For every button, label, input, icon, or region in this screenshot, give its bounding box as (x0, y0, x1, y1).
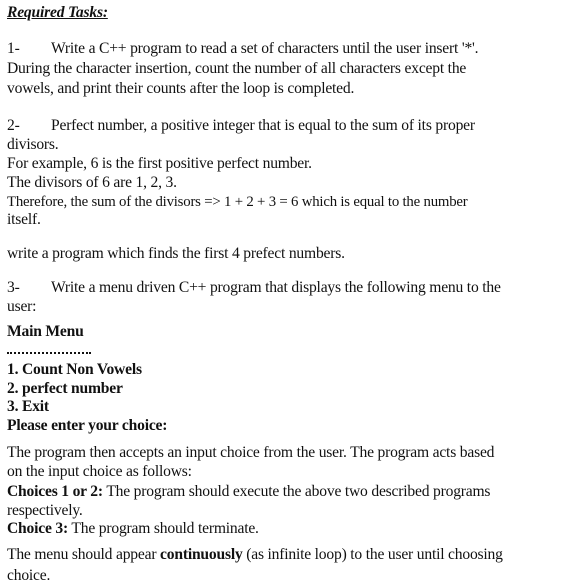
task2-line4: The divisors of 6 are 1, 2, 3. (7, 174, 177, 191)
task2-text1: Perfect number, a positive integer that is equal to the sum of its proper (51, 117, 475, 134)
description-line1: The program then accepts an input choice from the user. The program acts based (7, 444, 495, 461)
final-text-b: (as infinite loop) to the user until choosing (242, 546, 503, 563)
final-line-continued: choice. (7, 567, 51, 584)
task2-line6: itself. (7, 211, 41, 228)
task3-number: 3- (7, 279, 20, 296)
required-tasks-heading: Required Tasks: (7, 4, 108, 21)
task1-number: 1- (7, 40, 20, 57)
task2-line1 (7, 117, 475, 135)
task1-line3: vowels, and print their counts after the loop is completed. (7, 80, 355, 97)
task1-text1: Write a C++ program to read a set of characters until the user insert '*'. (51, 40, 479, 57)
final-continuously: continuously (160, 546, 243, 563)
menu-item-1: 1. Count Non Vowels (7, 361, 142, 378)
task3-line2: user: (7, 298, 37, 315)
menu-item-2: 2. perfect number (7, 380, 123, 397)
description-line2: on the input choice as follows: (7, 463, 192, 480)
menu-item-3: 3. Exit (7, 398, 49, 415)
task2-number: 2- (7, 117, 20, 134)
task2-line5: Therefore, the sum of the divisors => 1 + 2 + 3 = 6 which is equal to the number (7, 194, 468, 210)
choice-3-label: Choice 3: (7, 520, 68, 537)
task3-text1: Write a menu driven C++ program that displays the following menu to the (51, 279, 501, 296)
choices-1-2-line (7, 483, 490, 501)
task1-line2: During the character insertion, count the number of all characters except the (7, 60, 467, 77)
menu-divider (7, 352, 91, 354)
final-text-a: The menu should appear (7, 546, 161, 563)
choice-3-text: The program should terminate. (68, 520, 259, 537)
choices-1-2-label: Choices 1 or 2: (7, 483, 103, 500)
task3-line1 (7, 279, 501, 297)
menu-prompt: Please enter your choice: (7, 417, 168, 434)
final-line (7, 546, 503, 564)
main-menu-title: Main Menu (7, 323, 84, 340)
task2-line7: write a program which finds the first 4 prefect numbers. (7, 245, 345, 262)
task2-line2: divisors. (7, 136, 59, 153)
task1-line1 (7, 40, 478, 58)
choice-3-line (7, 520, 259, 538)
task2-line3: For example, 6 is the first positive perfect number. (7, 155, 312, 172)
choices-1-2-text: The program should execute the above two described programs (102, 483, 491, 500)
choices-1-2-continued: respectively. (7, 502, 83, 519)
